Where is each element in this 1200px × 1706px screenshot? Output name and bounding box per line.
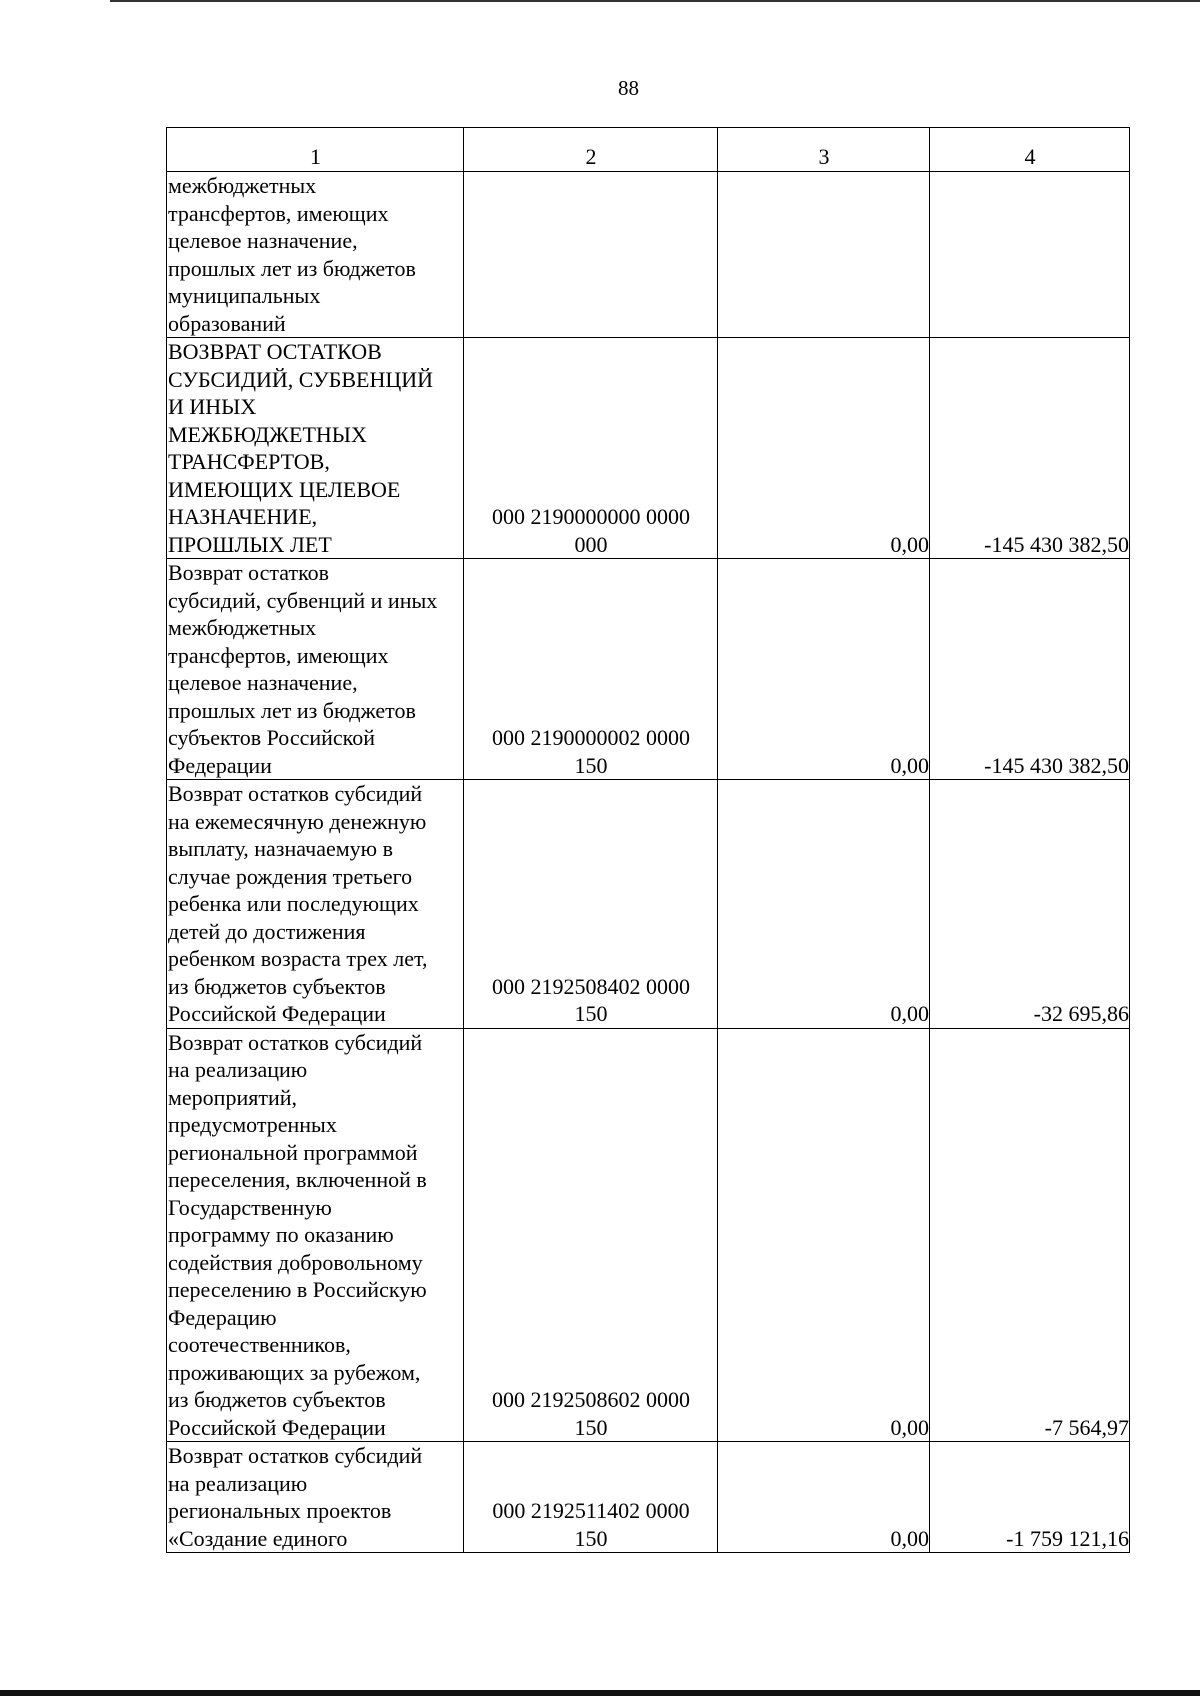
column-header: 4: [930, 128, 1130, 172]
table-header-row: [167, 128, 1130, 172]
row-col4: -7 564,97: [930, 1028, 1130, 1442]
budget-table: [166, 127, 1130, 1553]
row-col4: -1 759 121,16: [930, 1442, 1130, 1553]
table-row: [167, 338, 1130, 559]
row-name: Возврат остатков субсидий на реализацию мероприятий, предусмотренных региональной программой переселения, включенной в Государственную программу по оказанию содействия добровольному переселению в Российскую Федерацию соотечественников, проживающих за рубежом, из бюджетов субъектов Российской Федерации: [168, 1029, 427, 1440]
row-col3: 0,00: [718, 780, 930, 1029]
table-row: [167, 1442, 1130, 1553]
scan-top-edge: [110, 0, 1200, 7]
row-name: Возврат остатков субсидий на реализацию региональных проектов «Создание единого: [168, 1443, 423, 1551]
row-col4: -32 695,86: [930, 780, 1130, 1029]
row-name: Возврат остатков субсидий, субвенций и иных межбюджетных трансфертов, имеющих целевое назначение, прошлых лет из бюджетов субъектов Российской Федерации: [168, 560, 438, 778]
table-row: [167, 172, 1130, 338]
row-code: 000 2190000000 0000 000: [492, 504, 690, 557]
column-header: 3: [718, 128, 930, 172]
row-col4: -145 430 382,50: [930, 559, 1130, 780]
row-code: 000 2192508602 0000 150: [492, 1387, 690, 1440]
row-code: 000 2192508402 0000 150: [492, 973, 690, 1026]
row-col3: 0,00: [718, 338, 930, 559]
scan-bottom-edge: [0, 1690, 1200, 1696]
column-header: 2: [464, 128, 718, 172]
row-col3: 0,00: [718, 1028, 930, 1442]
column-header: 1: [167, 128, 464, 172]
row-col4: [930, 172, 1130, 338]
row-col3: 0,00: [718, 1442, 930, 1553]
row-name: межбюджетных трансфертов, имеющих целевое назначение, прошлых лет из бюджетов муниципальных образований: [168, 173, 416, 336]
page-number: 88: [618, 76, 639, 100]
row-col4: -145 430 382,50: [930, 338, 1130, 559]
row-name: ВОЗВРАТ ОСТАТКОВ СУБСИДИЙ, СУБВЕНЦИЙ И ИНЫХ МЕЖБЮДЖЕТНЫХ ТРАНСФЕРТОВ, ИМЕЮЩИХ ЦЕЛЕВОЕ НАЗНАЧЕНИЕ, ПРОШЛЫХ ЛЕТ: [168, 339, 434, 557]
row-code: 000 2190000002 0000 150: [492, 725, 690, 778]
row-col3: 0,00: [718, 559, 930, 780]
table-row: [167, 1028, 1130, 1442]
table-row: [167, 780, 1130, 1029]
row-col3: [718, 172, 930, 338]
row-name: Возврат остатков субсидий на ежемесячную денежную выплату, назначаемую в случае рождения третьего ребенка или последующих детей до достижения ребенком возраста трех лет, из бюджетов субъектов Российской Федерации: [168, 781, 428, 1026]
table-row: [167, 559, 1130, 780]
row-code: 000 2192511402 0000 150: [492, 1498, 690, 1551]
